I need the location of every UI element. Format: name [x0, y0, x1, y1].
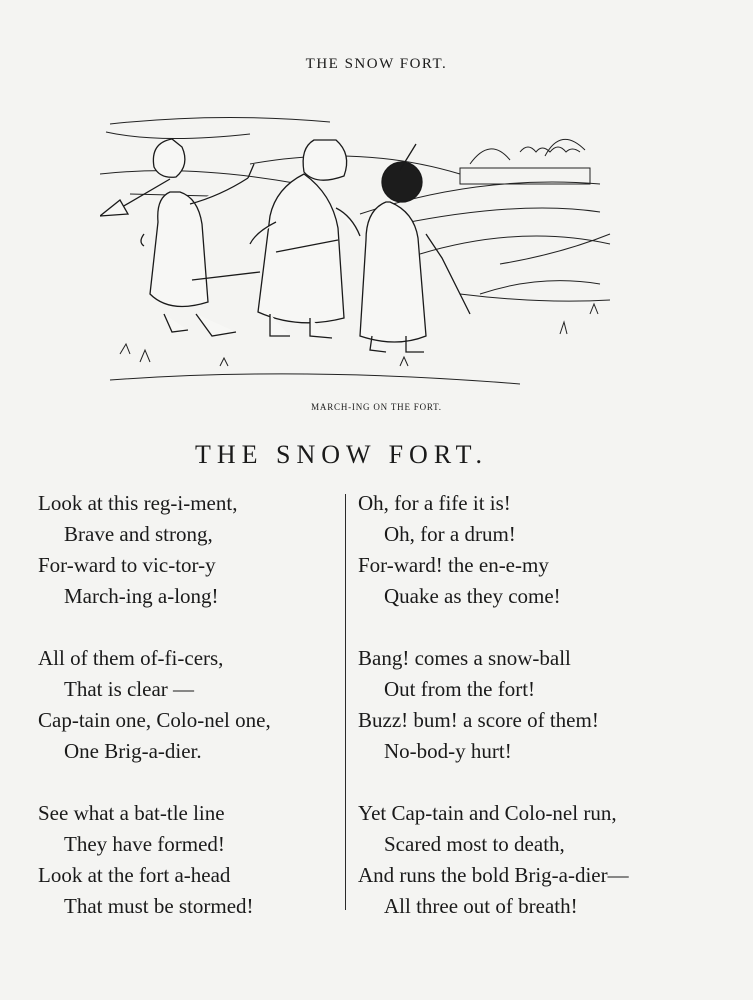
stanza [38, 488, 338, 612]
poem-left-column [38, 488, 338, 953]
poem-line: Quake as they come! [384, 584, 561, 608]
running-head: THE SNOW FORT. [305, 56, 448, 72]
column-divider [345, 494, 346, 910]
poem-line: March-ing a-long! [64, 584, 219, 608]
stanza [358, 798, 748, 922]
poem-line: Brave and strong, [64, 522, 213, 546]
poem-line: Oh, for a drum! [384, 522, 516, 546]
poem-line: Yet Cap-tain and Colo-nel run, [358, 801, 617, 825]
poem-line: One Brig-a-dier. [64, 739, 202, 763]
children-marching-illustration [100, 104, 614, 396]
poem-line: Oh, for a fife it is! [358, 491, 511, 515]
poem-line: That is clear — [64, 677, 195, 701]
poem-line: Cap-tain one, Colo-nel one, [38, 708, 271, 732]
stanza [358, 488, 748, 612]
poem-line: No-bod-y hurt! [384, 739, 512, 763]
poem-line: And runs the bold Brig-a-dier— [358, 863, 629, 887]
stanza [38, 643, 338, 767]
stanza [38, 798, 338, 922]
poem-line: For-ward to vic-tor-y [38, 553, 216, 577]
poem-line: Buzz! bum! a score of them! [358, 708, 599, 732]
illustration-caption: MARCH-ING ON THE FORT. [311, 402, 442, 412]
poem-line: Look at this reg-i-ment, [38, 491, 238, 515]
poem-line: Scared most to death, [384, 832, 565, 856]
poem-line: See what a bat-tle line [38, 801, 225, 825]
poem-line: Out from the fort! [384, 677, 536, 701]
poem-line: Look at the fort a-head [38, 863, 231, 887]
poem-line: That must be stormed! [64, 894, 254, 918]
poem-line: All three out of breath! [384, 894, 578, 918]
poem-right-column [358, 488, 748, 953]
poem-title: THE SNOW FORT. [194, 440, 489, 469]
poem-line: For-ward! the en-e-my [358, 553, 549, 577]
poem-line: All of them of-fi-cers, [38, 646, 224, 670]
poem-line: They have formed! [64, 832, 225, 856]
stanza [358, 643, 748, 767]
poem-line: Bang! comes a snow-ball [358, 646, 571, 670]
